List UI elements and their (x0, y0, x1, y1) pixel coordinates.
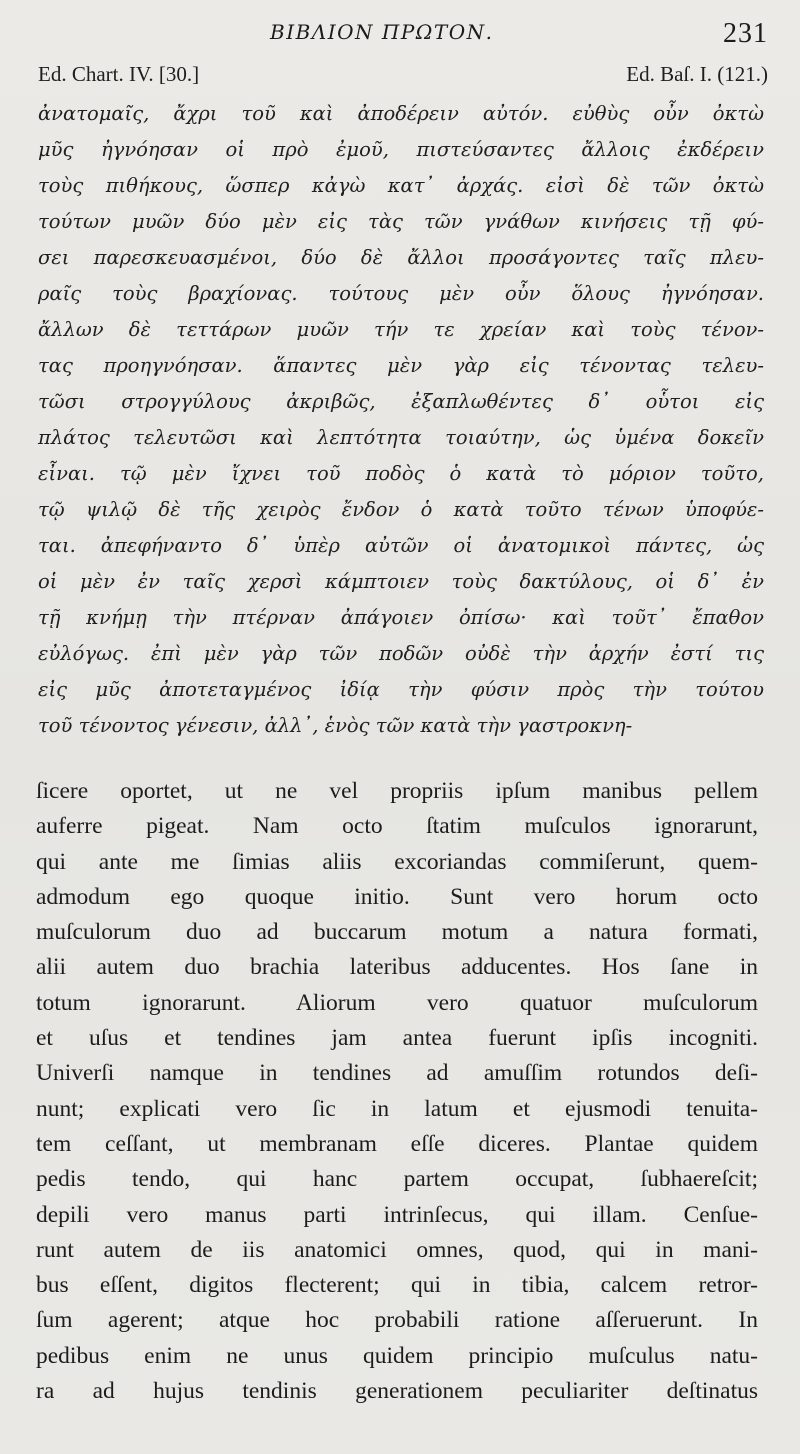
latin-text-line: depili vero manus parti intrinſecus, qui illam. Cenſue- (36, 1201, 758, 1228)
latin-text-line: auferre pigeat. Nam octo ſtatim muſculos ignorarunt, (36, 813, 758, 840)
greek-text-line: εἶναι. τῷ μὲν ἴχνει τοῦ ποδὸς ὁ κατὰ τὸ μόριον τοῦτο, (38, 462, 764, 485)
greek-text-line: τοῦ τένοντος γένεσιν, ἀλλ᾽, ἑνὸς τῶν κατὰ τὴν γαστροκνη- (38, 714, 633, 737)
edition-reference-left: Ed. Chart. IV. [30.] (38, 62, 200, 86)
latin-text-line: ra ad hujus tendinis generationem peculiariter deſtinatus (36, 1378, 758, 1405)
latin-text-line: admodum ego quoque initio. Sunt vero horum octo (36, 883, 758, 910)
latin-text-line: et uſus et tendines jam antea fuerunt ipſis incogniti. (36, 1025, 758, 1052)
latin-text-line: bus eſſent, digitos flecterent; qui in tibia, calcem retror- (36, 1272, 758, 1299)
latin-text-line: totum ignorarunt. Aliorum vero quatuor muſculorum (36, 989, 758, 1016)
greek-text-line: τας προηγνόησαν. ἅπαντες μὲν γὰρ εἰς τένοντας τελευ- (38, 354, 764, 377)
greek-text-line: ἄλλων δὲ τεττάρων μυῶν τήν τε χρείαν καὶ τοὺς τένον- (38, 318, 764, 341)
greek-text-line: ται. ἀπεφήναντο δ᾽ ὑπὲρ αὐτῶν οἱ ἀνατομικοὶ πάντες, ὡς (38, 534, 764, 557)
greek-text-line: τοὺς πιθήκους, ὥσπερ κἀγὼ κατ᾽ ἀρχάς. εἰσὶ δὲ τῶν ὀκτὼ (38, 174, 764, 197)
latin-text-line: alii autem duo brachia lateribus adducentes. Hos ſane in (36, 954, 758, 981)
greek-text-line: τῇ κνήμῃ τὴν πτέρναν ἀπάγοιεν ὀπίσω· καὶ τοῦτ᾽ ἔπαθον (38, 606, 764, 629)
latin-text-line: tem ceſſant, ut membranam eſſe diceres. Plantae quidem (36, 1130, 758, 1157)
greek-text-block (38, 96, 764, 744)
edition-reference-line (38, 62, 768, 88)
greek-text-line: τῶσι στρογγύλους ἀκριβῶς, ἐξαπλωθέντες δ᾽ οὗτοι εἰς (38, 390, 764, 413)
latin-text-line: ſicere oportet, ut ne vel propriis ipſum manibus pellem (36, 778, 758, 804)
page-number: 231 (723, 18, 768, 49)
greek-text-line: οἱ μὲν ἐν ταῖς χερσὶ κάμπτοιεν τοὺς δακτύλους, οἱ δ᾽ ἐν (38, 570, 764, 593)
latin-text-line: muſculorum duo ad buccarum motum a natura formati, (36, 919, 758, 946)
running-head (0, 18, 800, 52)
greek-text-line: τῷ ψιλῷ δὲ τῆς χειρὸς ἔνδον ὁ κατὰ τοῦτο τένων ὑποφύε- (38, 498, 764, 521)
latin-text-line: runt autem de iis anatomici omnes, quod, qui in mani- (36, 1236, 758, 1263)
edition-reference-right: Ed. Baſ. I. (121.) (626, 62, 768, 86)
latin-text-line: pedibus enim ne unus quidem principio muſculus natu- (36, 1342, 758, 1369)
latin-text-line: ſum agerent; atque hoc probabili ratione aſſeruerunt. In (36, 1307, 758, 1334)
greek-text-line: πλάτος τελευτῶσι καὶ λεπτότητα τοιαύτην, ὡς ὑμένα δοκεῖν (38, 426, 764, 449)
greek-text-line: μῦς ἠγνόησαν οἱ πρὸ ἐμοῦ, πιστεύσαντες ἄλλοις ἐκδέρειν (38, 138, 764, 161)
greek-text-line: εὐλόγως. ἐπὶ μὲν γὰρ τῶν ποδῶν οὐδὲ τὴν ἀρχήν ἐστί τις (38, 642, 764, 665)
greek-text-line: τούτων μυῶν δύο μὲν εἰς τὰς τῶν γνάθων κινήσεις τῇ φύ- (38, 210, 764, 233)
latin-text-line: Univerſi namque in tendines ad amuſſim rotundos deſi- (36, 1060, 758, 1087)
latin-text-block (36, 774, 758, 1409)
running-title: BIBΛΙΟΝ ΠΡΩΤΟΝ. (270, 20, 494, 44)
latin-text-line: nunt; explicati vero ſic in latum et ejusmodi tenuita- (36, 1095, 758, 1122)
greek-text-line: σει παρεσκευασμένοι, δύο δὲ ἄλλοι προσάγοντες ταῖς πλευ- (38, 246, 764, 269)
greek-text-line: ραῖς τοὺς βραχίονας. τούτους μὲν οὖν ὅλους ἠγνόησαν. (38, 282, 764, 305)
latin-text-line: pedis tendo, qui hanc partem occupat, ſubhaereſcit; (36, 1166, 758, 1193)
greek-text-line: ἀνατομαῖς, ἄχρι τοῦ καὶ ἀποδέρειν αὐτόν. εὐθὺς οὖν ὀκτὼ (38, 102, 764, 125)
latin-text-line: qui ante me ſimias aliis excoriandas commiſerunt, quem- (36, 848, 758, 875)
greek-text-line: εἰς μῦς ἀποτεταγμένος ἰδίᾳ τὴν φύσιν πρὸς τὴν τούτου (38, 678, 764, 701)
